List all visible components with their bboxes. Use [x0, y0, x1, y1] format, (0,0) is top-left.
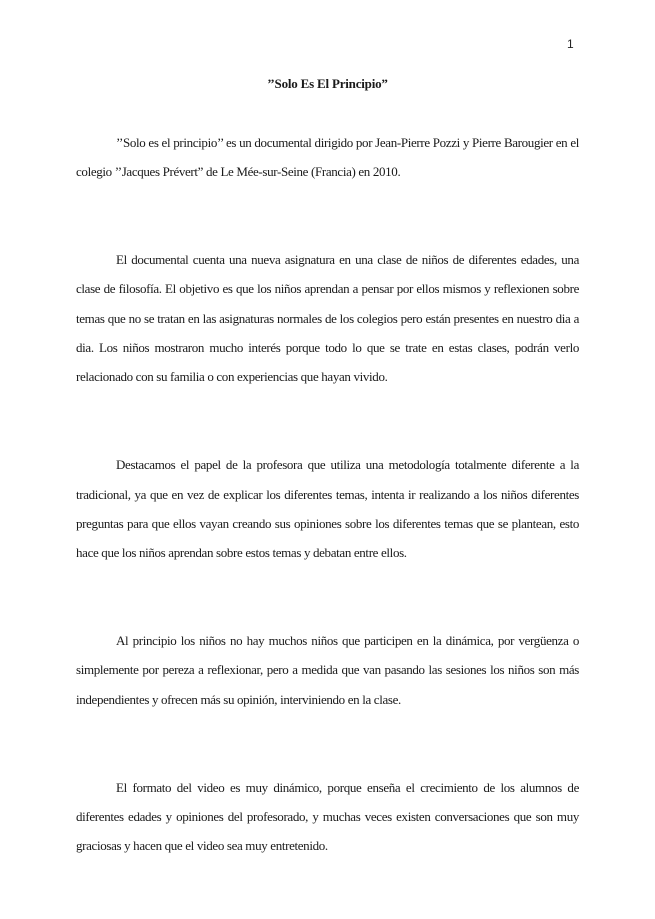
paragraph-4: Al principio los niños no hay muchos niños que participen en la dinámica, por vergüenza o simplemente por pereza a reflexionar, pero a medida que van pasando las sesiones los niños son más independientes y ofrecen más su opinión, interviniendo en la clase.	[76, 633, 579, 707]
document-title: ’’Solo Es El Principio”	[267, 76, 388, 91]
document-body	[76, 128, 579, 919]
page-number: 1	[567, 37, 574, 51]
paragraph-5: El formato del video es muy dinámico, porque enseña el crecimiento de los alumnos de diferentes edades y opiniones del profesorado, y muchas veces existen conversaciones que son muy graciosas y hacen que el video sea muy entretenido.	[76, 779, 579, 854]
paragraph-1: ’’Solo es el principio’’ es un documental dirigido por Jean-Pierre Pozzi y Pierre Barougier en el colegio ’’Jacques Prévert” de Le Mée-sur-Seine (Francia) en 2010.	[76, 135, 579, 180]
paragraph-3: Destacamos el papel de la profesora que utiliza una metodología totalmente diferente a la tradicional, ya que en vez de explicar los diferentes temas, intenta ir realizando a los niños diferentes preguntas para que ellos vayan creando sus opiniones sobre los diferentes temas que se plantean, esto hace que los niños aprendan sobre estos temas y debatan entre ellos.	[76, 457, 579, 561]
paragraph-2: El documental cuenta una nueva asignatura en una clase de niños de diferentes edades, una clase de filosofía. El objetivo es que los niños aprendan a pensar por ellos mismos y reflexionen sobre temas que no se tratan en las asignaturas normales de los colegios pero están presentes en nuestro dia a dia. Los niños mostraron mucho interés porque todo lo que se trate en estas clases, podrán verlo relacionado con su familia o con experiencias que hayan vivido.	[76, 252, 579, 385]
